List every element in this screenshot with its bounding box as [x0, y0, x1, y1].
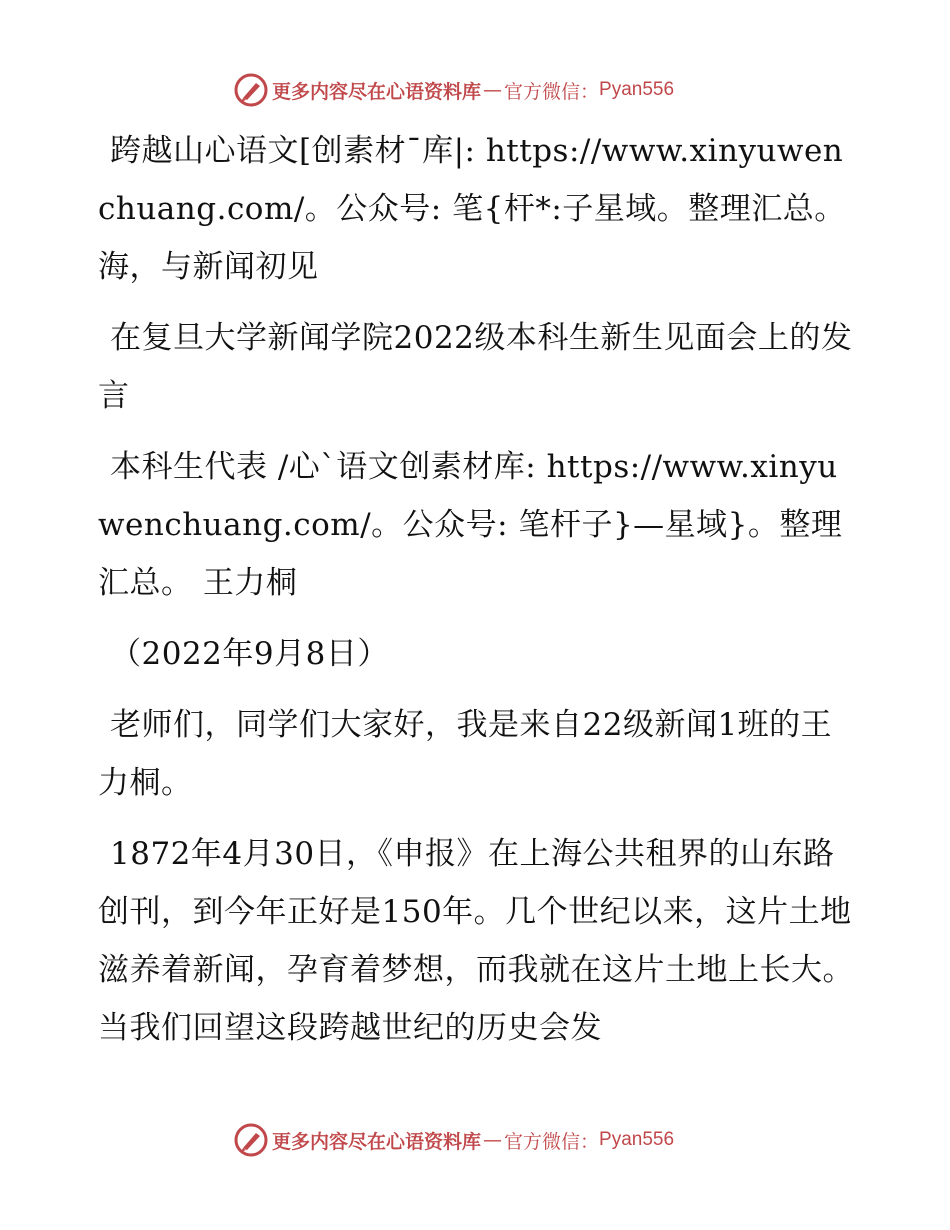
watermark-wechat-label: 官方微信： [504, 1130, 600, 1153]
watermark-separator: — [483, 79, 503, 101]
watermark-wechat-handle: Pyan556 [599, 1129, 675, 1150]
brush-pen-icon [234, 73, 268, 107]
watermark-brand: 更多内容尽在心语资料库 [272, 80, 482, 103]
paragraph-speaker: 本科生代表 /心`语文创素材库: https://www.xinyuwenchuang.com/。公众号: 笔杆子}—星域}。整理汇总。 王力桐 [98, 449, 843, 601]
watermark-footer [234, 1122, 674, 1158]
watermark-header [234, 72, 674, 108]
paragraph-body: 1872年4月30日，《申报》在上海公共租界的山东路创刊，到今年正好是150年。几个世纪以来，这片土地滋养着新闻，孕育着梦想，而我就在这片土地上长大。当我们回望这段跨越世纪的历史会发 [98, 836, 854, 1046]
watermark-separator: — [483, 1129, 503, 1151]
paragraph-date: （2022年9月8日） [110, 636, 389, 672]
paragraph-title-line: 跨越山心语文[创素材¯库|: https://www.xinyuwenchuang.com/。公众号: 笔{杆*:子星域。整理汇总。海，与新闻初见 [98, 133, 846, 285]
document-body [98, 122, 858, 1070]
watermark-wechat-handle: Pyan556 [599, 79, 675, 100]
watermark-brand: 更多内容尽在心语资料库 [272, 1130, 482, 1153]
paragraph-greeting: 老师们，同学们大家好，我是来自22级新闻1班的王力桐。 [98, 707, 833, 801]
paragraph-occasion: 在复旦大学新闻学院2022级本科生新生见面会上的发言 [98, 320, 853, 414]
brush-pen-icon [234, 1123, 268, 1157]
watermark-wechat-label: 官方微信： [504, 80, 600, 103]
